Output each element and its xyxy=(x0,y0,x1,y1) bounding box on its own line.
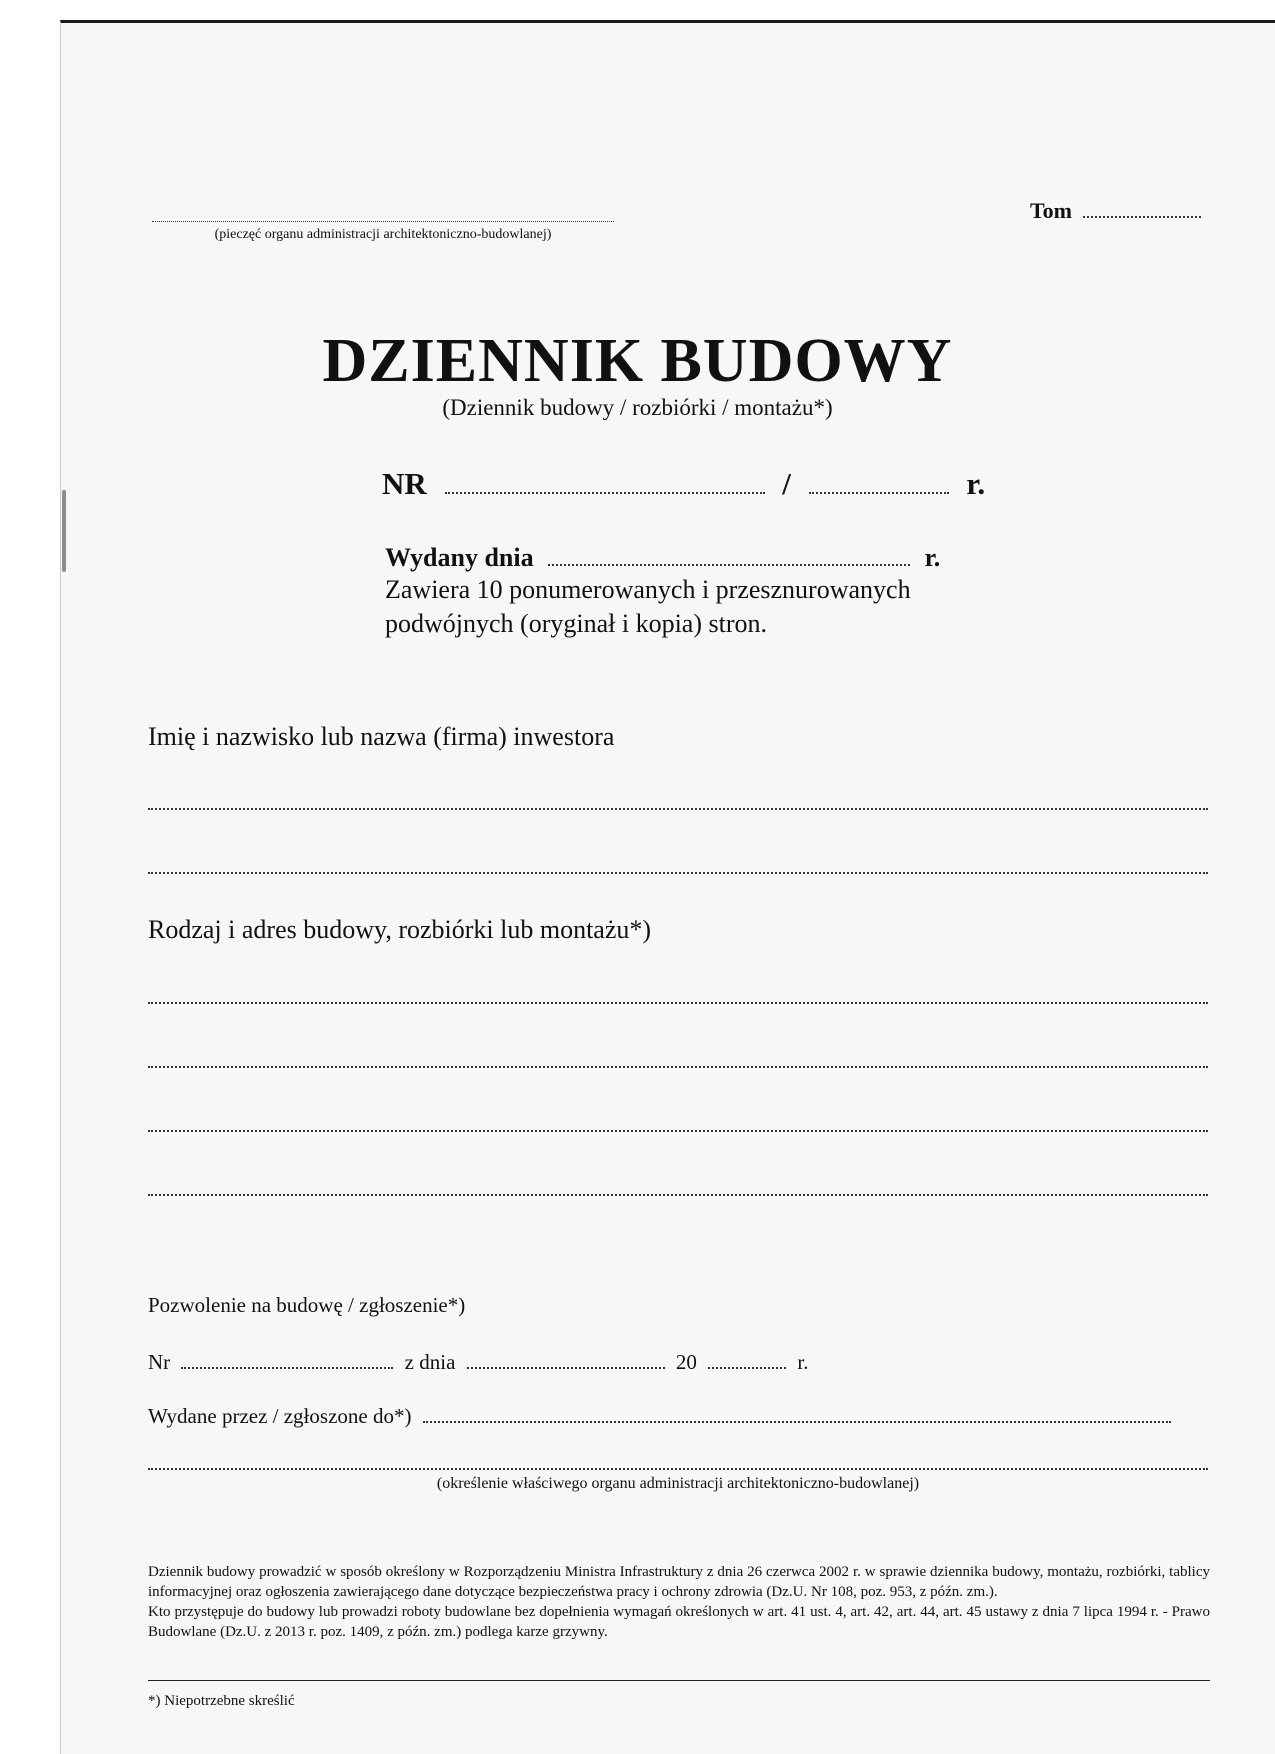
contents-note xyxy=(385,573,1025,641)
document-subtitle: (Dziennik budowy / rozbiórki / montażu*) xyxy=(442,395,833,420)
stamp-field[interactable] xyxy=(152,215,614,222)
document-title: DZIENNIK BUDOWY xyxy=(322,327,953,395)
site-line-3[interactable] xyxy=(148,1128,1208,1132)
permit-nr-label: Nr xyxy=(148,1350,171,1374)
volume-dots[interactable] xyxy=(1083,215,1201,218)
contents-line-2: podwójnych (oryginał i kopia) stron. xyxy=(385,609,767,638)
journal-number-row xyxy=(382,466,985,502)
volume-label: Tom xyxy=(1030,198,1072,223)
legal-paragraph-1: Dziennik budowy prowadzić w sposób określony w Rozporządzeniu Ministra Infrastruktury z dnia 26 czerwca 2002 r. w sprawie dziennika budowy, montażu, rozbiórki, tablicy informacyjnej oraz ogłoszenia zawierającego dane dotyczące bezpieczeństwa pracy i ochrony zdrowia (Dz.U. Nr 108, poz. 953, z późn. zm.). xyxy=(148,1564,1210,1600)
permit-heading: Pozwolenie na budowę / zgłoszenie*) xyxy=(148,1293,466,1317)
permit-date-label: z dnia xyxy=(404,1350,456,1374)
permit-year-field[interactable] xyxy=(708,1366,786,1369)
issued-by-row xyxy=(148,1404,1171,1429)
number-separator: / xyxy=(782,466,791,501)
number-suffix: r. xyxy=(966,466,986,501)
issue-date-row xyxy=(385,543,940,573)
permit-year-prefix: 20 xyxy=(675,1350,697,1374)
permit-date-field[interactable] xyxy=(467,1366,665,1369)
permit-number-row xyxy=(148,1350,809,1375)
footnote: *) Niepotrzebne skreślić xyxy=(148,1693,295,1709)
volume-field[interactable] xyxy=(1030,198,1201,224)
issue-date-suffix: r. xyxy=(924,543,941,572)
legal-notice xyxy=(148,1562,1210,1642)
investor-line-2[interactable] xyxy=(148,870,1208,874)
authority-line[interactable] xyxy=(148,1466,1208,1470)
contents-line-1: Zawiera 10 ponumerowanych i przesznurowanych xyxy=(385,575,911,604)
footer-rule xyxy=(148,1680,1210,1681)
site-line-4[interactable] xyxy=(148,1192,1208,1196)
staple-mark xyxy=(62,490,66,572)
number-field[interactable] xyxy=(445,491,765,494)
number-year-field[interactable] xyxy=(809,491,949,494)
issued-by-field[interactable] xyxy=(423,1420,1171,1423)
site-line-2[interactable] xyxy=(148,1064,1208,1068)
investor-line-1[interactable] xyxy=(148,806,1208,810)
legal-paragraph-2: Kto przystępuje do budowy lub prowadzi roboty budowlane bez dopełnienia wymagań określonych w art. 41 ust. 4, art. 42, art. 44, art. 45 ustawy z dnia 7 lipca 1994 r. - Prawo Budowlane (Dz.U. z 2013 r. poz. 1409, z późn. zm.) podlega karze grzywny. xyxy=(148,1604,1210,1640)
number-label: NR xyxy=(382,466,427,501)
document-page xyxy=(60,20,1275,1754)
issue-date-label: Wydany dnia xyxy=(385,543,534,572)
permit-nr-field[interactable] xyxy=(181,1366,393,1369)
investor-label: Imię i nazwisko lub nazwa (firma) inwestora xyxy=(148,722,615,751)
stamp-caption: (pieczęć organu administracji architektoniczno-budowlanej) xyxy=(214,227,552,242)
site-label: Rodzaj i adres budowy, rozbiórki lub montażu*) xyxy=(148,915,652,944)
issued-by-label: Wydane przez / zgłoszone do*) xyxy=(148,1404,412,1428)
issue-date-field[interactable] xyxy=(548,563,910,566)
authority-caption: (określenie właściwego organu administracji architektoniczno-budowlanej) xyxy=(436,1475,920,1492)
site-line-1[interactable] xyxy=(148,1000,1208,1004)
permit-year-suffix: r. xyxy=(797,1350,809,1374)
